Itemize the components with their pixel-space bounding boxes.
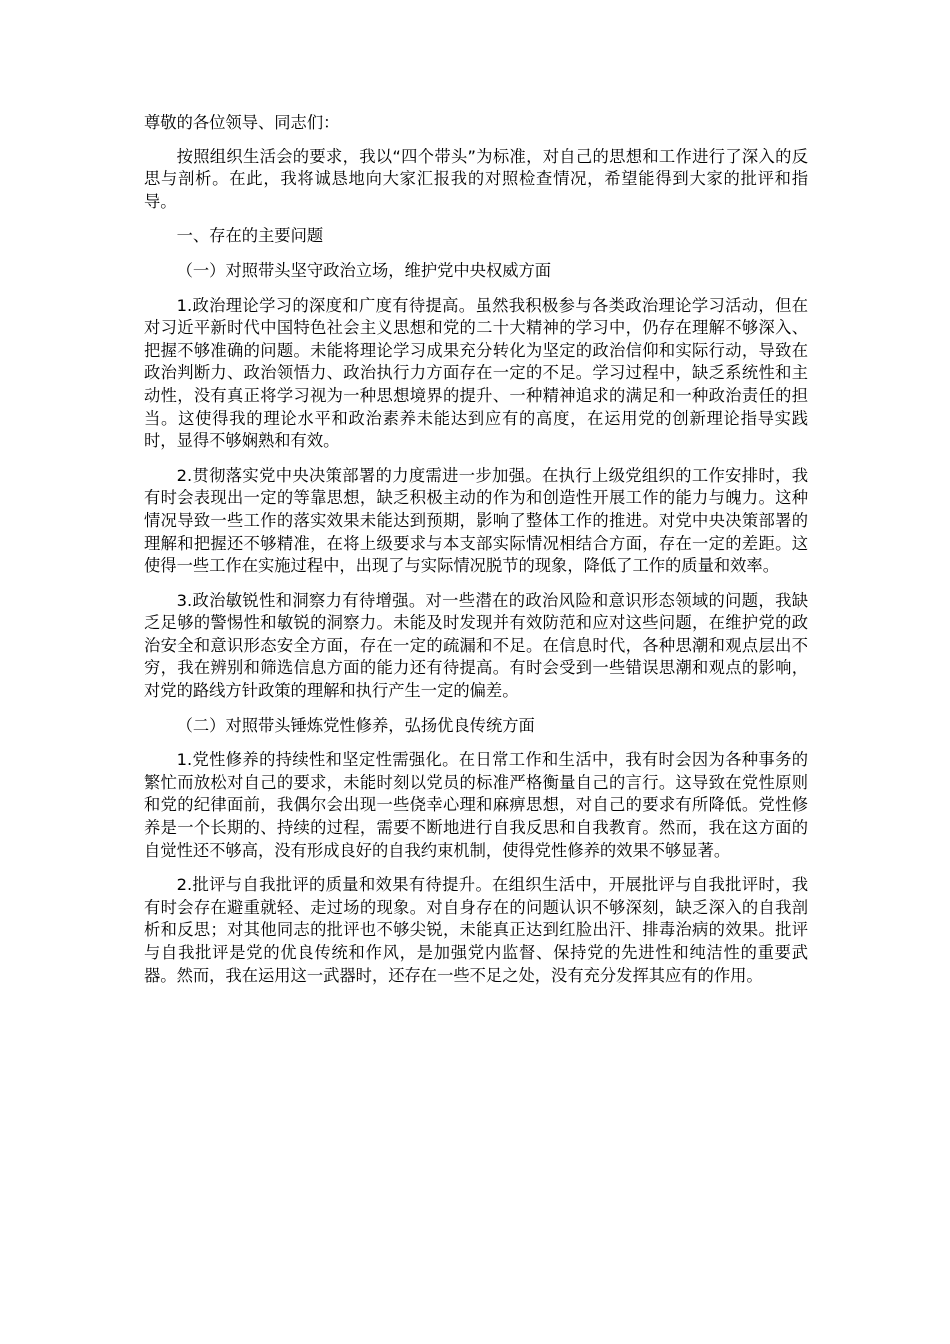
document-body [144,112,808,999]
subsection-1-item-1: 1.政治理论学习的深度和广度有待提高。虽然我积极参与各类政治理论学习活动，但在对习近平新时代中国特色社会主义思想和党的二十大精神的学习中，仍存在理解不够深入、把握不够准确的问题。未能将理论学习成果充分转化为坚定的政治信仰和实际行动，导致在政治判断力、政治领悟力、政治执行力方面存在一定的不足。学习过程中，缺乏系统性和主动性，没有真正将学习视为一种思想境界的提升、一种精神追求的满足和一种政治责任的担当。这使得我的理论水平和政治素养未能达到应有的高度，在运用党的创新理论指导实践时，显得不够娴熟和有效。 [144,295,808,451]
subsection-1-item-2: 2.贯彻落实党中央决策部署的力度需进一步加强。在执行上级党组织的工作安排时，我有时会表现出一定的等靠思想，缺乏积极主动的作为和创造性开展工作的能力与魄力。这种情况导致一些工作的落实效果未能达到预期，影响了整体工作的推进。对党中央决策部署的理解和把握还不够精准，在将上级要求与本支部实际情况相结合方面，存在一定的差距。这使得一些工作在实施过程中，出现了与实际情况脱节的现象，降低了工作的质量和效率。 [144,465,808,576]
subsection-2-item-2: 2.批评与自我批评的质量和效果有待提升。在组织生活中，开展批评与自我批评时，我有时会存在避重就轻、走过场的现象。对自身存在的问题认识不够深刻，缺乏深入的自我剖析和反思；对其他同志的批评也不够尖锐，未能真正达到红脸出汗、排毒治病的效果。批评与自我批评是党的优良传统和作风，是加强党内监督、保持党的先进性和纯洁性的重要武器。然而，我在运用这一武器时，还存在一些不足之处，没有充分发挥其应有的作用。 [144,875,808,985]
salutation: 尊敬的各位领导、同志们： [144,113,340,132]
subsection-1-title: （一）对照带头坚守政治立场，维护党中央权威方面 [176,260,552,280]
section-1-title: 一、存在的主要问题 [176,226,324,246]
subsection-2-item-1: 1.党性修养的持续性和坚定性需强化。在日常工作和生活中，我有时会因为各种事务的繁忙而放松对自己的要求，未能时刻以党员的标准严格衡量自己的言行。这导致在党性原则和党的纪律面前，我偶尔会出现一些侥幸心理和麻痹思想，对自己的要求有所降低。党性修养是一个长期的、持续的过程，需要不断地进行自我反思和自我教育。然而，我在这方面的自觉性还不够高，没有形成良好的自我约束机制，使得党性修养的效果不够显著。 [144,750,808,860]
subsection-2-title: （二）对照带头锤炼党性修养，弘扬优良传统方面 [176,715,535,735]
subsection-1-item-3: 3.政治敏锐性和洞察力有待增强。对一些潜在的政治风险和意识形态领域的问题，我缺乏足够的警惕性和敏锐的洞察力。未能及时发现并有效防范和应对这些问题，在维护党的政治安全和意识形态安全方面，存在一定的疏漏和不足。在信息时代，各种思潮和观点层出不穷，我在辨别和筛选信息方面的能力还有待提高。有时会受到一些错误思潮和观点的影响，对党的路线方针政策的理解和执行产生一定的偏差。 [144,590,808,701]
intro-paragraph: 按照组织生活会的要求，我以“四个带头”为标准，对自己的思想和工作进行了深入的反思与剖析。在此，我将诚恳地向大家汇报我的对照检查情况，希望能得到大家的批评和指导。 [144,146,808,211]
